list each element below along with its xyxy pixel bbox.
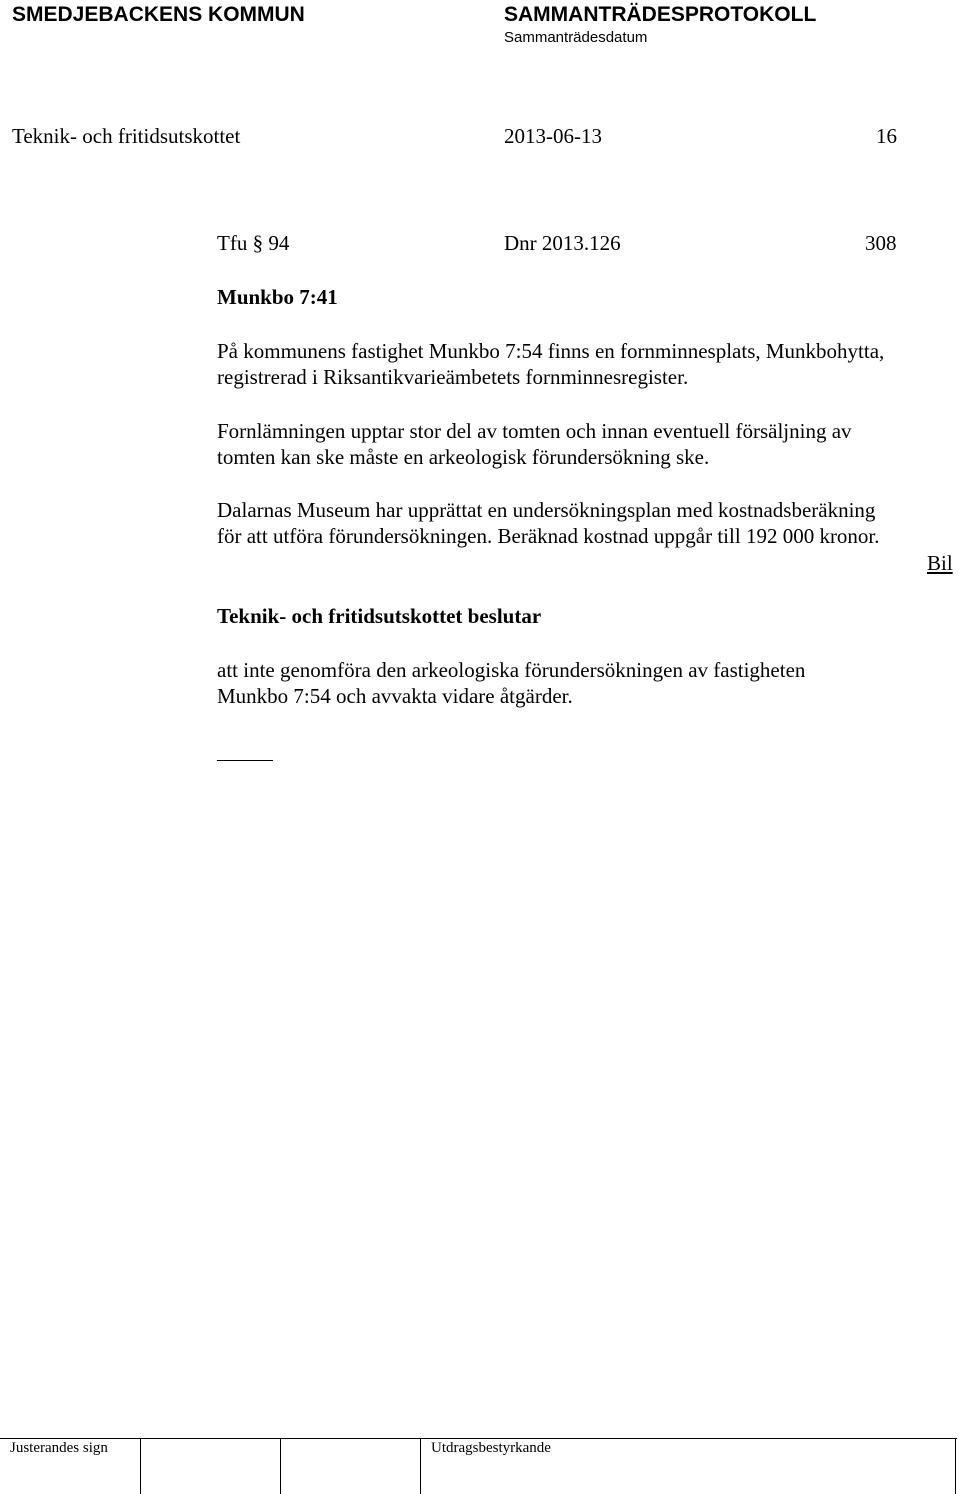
section-end-rule bbox=[217, 760, 273, 761]
decision-heading: Teknik- och fritidsutskottet beslutar bbox=[217, 604, 542, 628]
footer-divider bbox=[140, 1438, 141, 1494]
footer-divider bbox=[280, 1438, 281, 1494]
footer-rule bbox=[0, 1438, 957, 1439]
paragraph-line: På kommunens fastighet Munkbo 7:54 finns en fornminnesplats, Munkbohytta, bbox=[217, 339, 885, 363]
page-number: 16 bbox=[876, 124, 897, 148]
footer-divider bbox=[420, 1438, 421, 1494]
body-paragraph bbox=[217, 497, 880, 549]
paragraph-line: Fornlämningen upptar stor del av tomten och innan eventuell försäljning av bbox=[217, 419, 852, 443]
registration-number: Dnr 2013.126 bbox=[504, 231, 621, 255]
attachment-link[interactable]: Bil bbox=[927, 551, 953, 575]
signature-label: Justerandes sign bbox=[10, 1440, 108, 1456]
footer-divider bbox=[955, 1438, 956, 1494]
paragraph-reference: Tfu § 94 bbox=[217, 231, 290, 255]
committee-name: Teknik- och fritidsutskottet bbox=[12, 124, 241, 148]
paragraph-line: för att utföra förundersökningen. Beräknad kostnad uppgår till 192 000 kronor. bbox=[217, 524, 880, 548]
document-type: SAMMANTRÄDESPROTOKOLL bbox=[504, 3, 817, 26]
decision-text bbox=[217, 657, 805, 709]
paragraph-line: registrerad i Riksantikvarieämbetets fornminnesregister. bbox=[217, 365, 689, 389]
decision-line: Munkbo 7:54 och avvakta vidare åtgärder. bbox=[217, 684, 573, 708]
organization-name: SMEDJEBACKENS KOMMUN bbox=[12, 3, 305, 26]
body-paragraph bbox=[217, 338, 884, 390]
paragraph-line: Dalarnas Museum har upprättat en undersökningsplan med kostnadsberäkning bbox=[217, 498, 876, 522]
case-title: Munkbo 7:41 bbox=[217, 285, 338, 309]
decision-line: att inte genomföra den arkeologiska förundersökningen av fastigheten bbox=[217, 658, 806, 682]
extract-certification-label: Utdragsbestyrkande bbox=[431, 1440, 551, 1456]
body-paragraph bbox=[217, 418, 852, 470]
meeting-date: 2013-06-13 bbox=[504, 124, 602, 148]
paragraph-line: tomten kan ske måste en arkeologisk förundersökning ske. bbox=[217, 445, 710, 469]
meeting-date-label: Sammanträdesdatum bbox=[504, 29, 648, 46]
case-code: 308 bbox=[865, 231, 897, 255]
